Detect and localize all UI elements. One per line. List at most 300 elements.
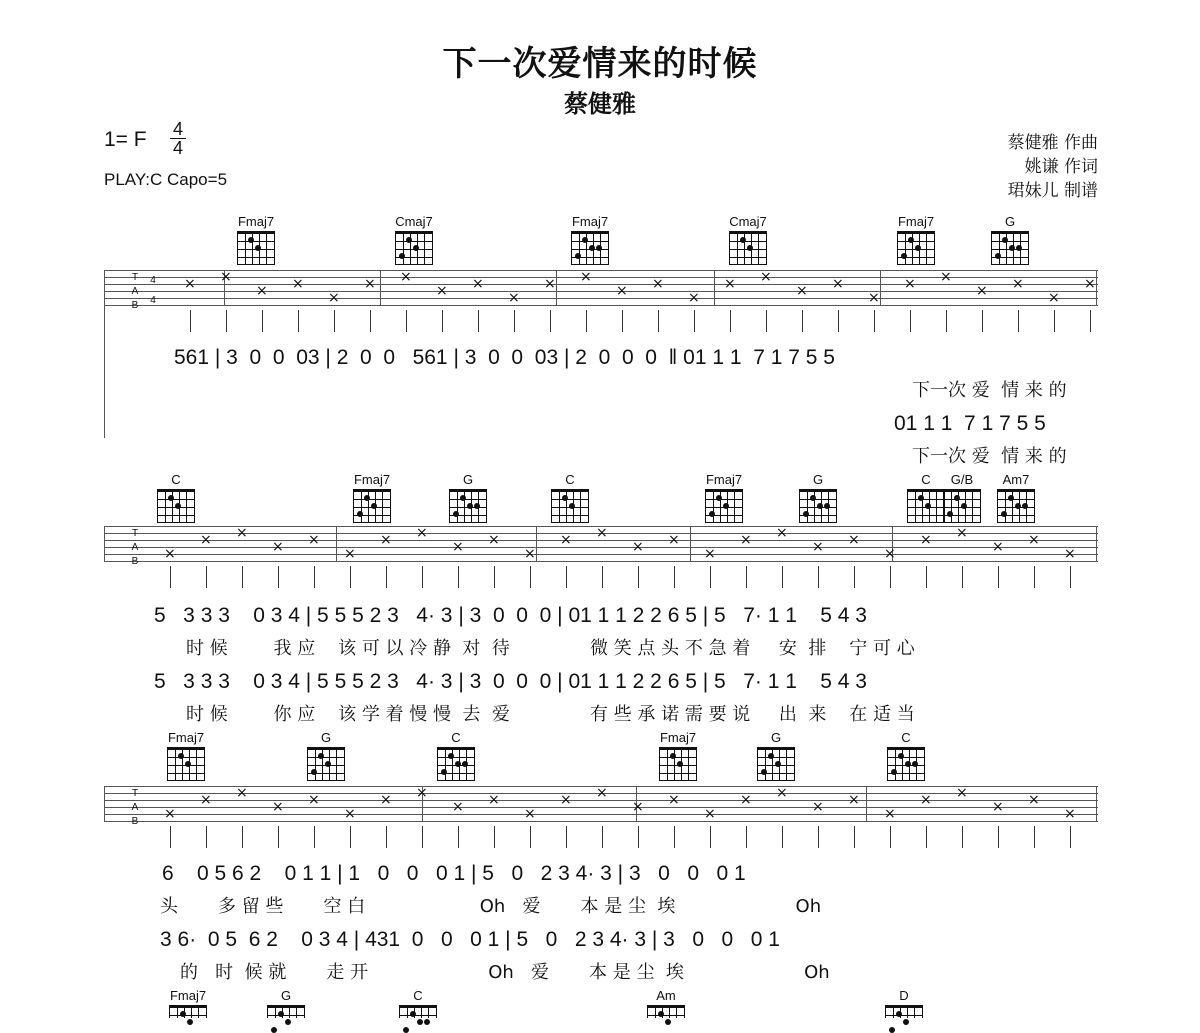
finger-dot bbox=[364, 495, 370, 501]
tab-x-mark: × bbox=[236, 785, 248, 801]
rhythm-stem bbox=[946, 310, 947, 332]
chord-diagram bbox=[395, 214, 444, 265]
finger-dot bbox=[589, 245, 595, 251]
numbered-notes-3b: 3 6· 0 5 6 2 0 3 4 | 431 0 0 0 1 | 5 0 2 3 4· 3 | 3 0 0 0 1 bbox=[160, 928, 780, 951]
tab-x-mark: × bbox=[364, 276, 376, 292]
finger-dot bbox=[582, 237, 588, 243]
finger-dot bbox=[891, 769, 897, 775]
barline bbox=[104, 786, 105, 822]
finger-dot bbox=[810, 495, 816, 501]
key-signature: 1= F bbox=[104, 128, 147, 151]
rhythm-stem bbox=[962, 566, 963, 588]
tab-x-mark: × bbox=[220, 269, 232, 285]
finger-dot bbox=[901, 253, 907, 259]
finger-dot bbox=[441, 769, 447, 775]
barline bbox=[866, 786, 867, 822]
chord-name: C bbox=[565, 472, 575, 487]
chord-name: Fmaj7 bbox=[353, 472, 391, 487]
chord-name: G bbox=[462, 472, 474, 487]
chord-grid bbox=[659, 747, 697, 781]
rhythm-stem bbox=[874, 310, 875, 332]
finger-dot bbox=[448, 753, 454, 759]
chord-name: Fmaj7 bbox=[897, 214, 935, 229]
finger-dot bbox=[761, 769, 767, 775]
chord-name: Fmaj7 bbox=[659, 730, 697, 745]
finger-dot bbox=[803, 511, 809, 517]
tab-x-mark: × bbox=[200, 792, 212, 808]
rhythm-stem bbox=[602, 826, 603, 848]
tab-x-mark: × bbox=[940, 269, 952, 285]
chord-diagram bbox=[451, 730, 486, 781]
chord-diagram bbox=[320, 730, 356, 781]
tab-x-mark: × bbox=[416, 785, 428, 801]
tab-time-bottom: 4 bbox=[150, 295, 156, 306]
finger-dot bbox=[406, 237, 412, 243]
play-capo: PLAY:C Capo=5 bbox=[104, 170, 228, 189]
chord-grid bbox=[647, 1005, 685, 1018]
finger-dot bbox=[255, 245, 261, 251]
chord-grid bbox=[571, 231, 609, 265]
finger-dot bbox=[896, 1011, 902, 1017]
tab-x-mark: × bbox=[920, 532, 932, 548]
tab-x-mark: × bbox=[920, 792, 932, 808]
tab-x-mark: × bbox=[544, 276, 556, 292]
chord-name: G/B bbox=[950, 472, 974, 487]
barline bbox=[556, 270, 557, 306]
tab-x-mark: × bbox=[992, 799, 1004, 815]
tab-x-mark: × bbox=[596, 525, 608, 541]
finger-dot bbox=[995, 253, 1001, 259]
numbered-notes-1b: 01 1 1 7 1 7 5 5 bbox=[894, 412, 1046, 435]
finger-dot bbox=[1022, 503, 1028, 509]
tab-x-mark: × bbox=[292, 276, 304, 292]
tab-x-mark: × bbox=[632, 799, 644, 815]
chord-name: Fmaj7 bbox=[167, 730, 205, 745]
tab-x-mark: × bbox=[776, 785, 788, 801]
barline bbox=[880, 270, 881, 306]
tab-letter-a: A bbox=[131, 286, 139, 297]
finger-dot bbox=[915, 245, 921, 251]
tab-x-mark: × bbox=[724, 276, 736, 292]
rhythm-stem bbox=[386, 566, 387, 588]
lyrics-1a: 下一次 爱 情 来 的 bbox=[912, 380, 1067, 401]
rhythm-stem bbox=[242, 826, 243, 848]
finger-dot bbox=[248, 237, 254, 243]
rhythm-stem bbox=[926, 566, 927, 588]
credit-lyricist: 姚谦 作词 bbox=[1024, 157, 1098, 177]
rhythm-stem bbox=[422, 826, 423, 848]
tab-x-mark: × bbox=[1084, 276, 1096, 292]
tab-x-mark: × bbox=[380, 532, 392, 548]
tab-x-mark: × bbox=[904, 276, 916, 292]
rhythm-stem bbox=[890, 826, 891, 848]
tab-x-mark: × bbox=[560, 532, 572, 548]
barline bbox=[104, 526, 105, 562]
rhythm-stem bbox=[370, 310, 371, 332]
barline bbox=[690, 526, 691, 562]
tab-x-mark: × bbox=[632, 539, 644, 555]
chord-diagram bbox=[462, 472, 498, 523]
tab-x-mark: × bbox=[436, 283, 448, 299]
chord-name: Cmaj7 bbox=[729, 214, 767, 229]
chord-diagram bbox=[171, 472, 206, 523]
chord-name: Fmaj7 bbox=[571, 214, 609, 229]
chord-diagram bbox=[413, 988, 448, 1018]
chord-name: D bbox=[899, 988, 909, 1003]
chord-diagram bbox=[901, 730, 936, 781]
rhythm-stem bbox=[854, 826, 855, 848]
tab-x-mark: × bbox=[668, 532, 680, 548]
rhythm-stem bbox=[242, 566, 243, 588]
rhythm-stem bbox=[494, 826, 495, 848]
chord-diagram bbox=[729, 214, 778, 265]
lyrics-3a: 头 多 留 些 空 白 Oh 爱 本 是 尘 埃 Oh bbox=[160, 896, 822, 917]
rhythm-stem bbox=[746, 826, 747, 848]
rhythm-stem bbox=[782, 826, 783, 848]
tab-x-mark: × bbox=[848, 792, 860, 808]
rhythm-stem bbox=[638, 826, 639, 848]
tab-x-mark: × bbox=[1028, 792, 1040, 808]
finger-dot bbox=[908, 237, 914, 243]
time-bottom: 4 bbox=[172, 138, 183, 158]
chord-grid bbox=[157, 489, 195, 523]
rhythm-stem bbox=[962, 826, 963, 848]
rhythm-stem bbox=[802, 310, 803, 332]
tab-x-mark: × bbox=[1064, 546, 1076, 562]
rhythm-stem bbox=[818, 826, 819, 848]
tab-x-mark: × bbox=[452, 539, 464, 555]
rhythm-stem bbox=[314, 566, 315, 588]
finger-dot bbox=[677, 761, 683, 767]
finger-dot bbox=[747, 245, 753, 251]
finger-dot bbox=[185, 761, 191, 767]
tab-x-mark: × bbox=[524, 806, 536, 822]
tab-letter-t: T bbox=[131, 788, 139, 799]
tab-x-mark: × bbox=[164, 806, 176, 822]
chord-diagram bbox=[167, 730, 216, 781]
chord-grid bbox=[943, 489, 981, 523]
chord-grid bbox=[169, 1005, 207, 1018]
tab-letter-b: B bbox=[131, 816, 139, 827]
finger-dot bbox=[1009, 245, 1015, 251]
barline bbox=[336, 526, 337, 562]
credit-composer: 蔡健雅 作曲 bbox=[1007, 133, 1098, 153]
rhythm-stem bbox=[334, 310, 335, 332]
lyrics-2b: 时 候 你 应 该 学 着 慢 慢 去 爱 有 些 承 诺 需 要 说 出 来 在 适 当 bbox=[186, 704, 915, 725]
tab-letter-t: T bbox=[131, 272, 139, 283]
finger-dot bbox=[569, 503, 575, 509]
tab-x-mark: × bbox=[184, 276, 196, 292]
finger-dot bbox=[658, 1011, 664, 1017]
chord-name: C bbox=[413, 988, 423, 1003]
rhythm-stem bbox=[782, 566, 783, 588]
chord-grid bbox=[353, 489, 391, 523]
chord-name: Am bbox=[656, 988, 676, 1003]
rhythm-stem bbox=[262, 310, 263, 332]
chord-grid bbox=[997, 489, 1035, 523]
finger-dot bbox=[889, 1027, 895, 1033]
tab-x-mark: × bbox=[344, 806, 356, 822]
rhythm-stem bbox=[278, 566, 279, 588]
tab-letter-t: T bbox=[131, 528, 139, 539]
finger-dot bbox=[357, 511, 363, 517]
finger-dot bbox=[371, 503, 377, 509]
chord-name: Fmaj7 bbox=[169, 988, 207, 1003]
finger-dot bbox=[311, 769, 317, 775]
barline bbox=[1096, 270, 1097, 306]
finger-dot bbox=[670, 753, 676, 759]
chord-name: C bbox=[901, 730, 911, 745]
tab-x-mark: × bbox=[1028, 532, 1040, 548]
finger-dot bbox=[424, 1019, 430, 1025]
rhythm-stem bbox=[278, 826, 279, 848]
finger-dot bbox=[1015, 503, 1021, 509]
finger-dot bbox=[460, 495, 466, 501]
rhythm-stem bbox=[998, 566, 999, 588]
finger-dot bbox=[180, 1011, 186, 1017]
tab-x-mark: × bbox=[308, 792, 320, 808]
tab-x-mark: × bbox=[652, 276, 664, 292]
chord-grid bbox=[399, 1005, 437, 1018]
tab-x-mark: × bbox=[1048, 290, 1060, 306]
finger-dot bbox=[918, 495, 924, 501]
credit-transcriber: 珺妹儿 制谱 bbox=[1007, 181, 1098, 201]
chord-diagram bbox=[656, 988, 696, 1018]
tab-x-mark: × bbox=[956, 525, 968, 541]
chord-name: Cmaj7 bbox=[395, 214, 433, 229]
rhythm-stem bbox=[602, 566, 603, 588]
finger-dot bbox=[462, 761, 468, 767]
tab-x-mark: × bbox=[472, 276, 484, 292]
finger-dot bbox=[575, 253, 581, 259]
rhythm-stem bbox=[226, 310, 227, 332]
finger-dot bbox=[961, 503, 967, 509]
rhythm-stem bbox=[494, 566, 495, 588]
rhythm-stem bbox=[838, 310, 839, 332]
finger-dot bbox=[775, 761, 781, 767]
tab-x-mark: × bbox=[560, 792, 572, 808]
chord-diagram bbox=[897, 214, 946, 265]
numbered-notes-2a: 5 3 3 3 0 3 4 | 5 5 5 2 3 4· 3 | 3 0 0 0 | 01 1 1 2 2 6 5 | 5 7· 1 1 5 4 3 bbox=[154, 604, 867, 627]
chord-diagram bbox=[565, 472, 600, 523]
barline bbox=[536, 526, 537, 562]
finger-dot bbox=[453, 511, 459, 517]
tab-x-mark: × bbox=[812, 799, 824, 815]
tab-x-mark: × bbox=[760, 269, 772, 285]
finger-dot bbox=[954, 495, 960, 501]
chord-grid bbox=[799, 489, 837, 523]
rhythm-stem bbox=[1034, 826, 1035, 848]
tab-letter-a: A bbox=[131, 802, 139, 813]
chord-diagram bbox=[770, 730, 806, 781]
finger-dot bbox=[410, 1011, 416, 1017]
finger-dot bbox=[285, 1019, 291, 1025]
chord-name: Am7 bbox=[1002, 472, 1030, 487]
tab-x-mark: × bbox=[616, 283, 628, 299]
chord-name: G bbox=[770, 730, 782, 745]
tab-x-mark: × bbox=[256, 283, 268, 299]
finger-dot bbox=[716, 495, 722, 501]
chord-grid bbox=[395, 231, 433, 265]
numbered-notes-1a: 561 | 3 0 0 03 | 2 0 0 561 | 3 0 0 03 | 2 0 0 0 ‖ 01 1 1 7 1 7 5 5 bbox=[174, 346, 835, 369]
chord-grid bbox=[991, 231, 1029, 265]
tab-x-mark: × bbox=[236, 525, 248, 541]
tab-x-mark: × bbox=[884, 806, 896, 822]
rhythm-stem bbox=[694, 310, 695, 332]
tab-x-mark: × bbox=[452, 799, 464, 815]
tab-x-mark: × bbox=[200, 532, 212, 548]
numbered-notes-3a: 6 0 5 6 2 0 1 1 | 1 0 0 0 1 | 5 0 2 3 4· 3 | 3 0 0 0 1 bbox=[162, 862, 746, 885]
tab-x-mark: × bbox=[740, 532, 752, 548]
rhythm-stem bbox=[1070, 826, 1071, 848]
tab-x-mark: × bbox=[488, 792, 500, 808]
tab-time-top: 4 bbox=[150, 275, 156, 286]
finger-dot bbox=[768, 753, 774, 759]
tab-x-mark: × bbox=[704, 806, 716, 822]
chord-diagram bbox=[169, 988, 218, 1018]
barline bbox=[1096, 526, 1097, 562]
rhythm-stem bbox=[550, 310, 551, 332]
rhythm-stem bbox=[170, 566, 171, 588]
finger-dot bbox=[817, 503, 823, 509]
finger-dot bbox=[740, 237, 746, 243]
rhythm-stem bbox=[458, 566, 459, 588]
chord-diagram bbox=[659, 730, 708, 781]
rhythm-stem bbox=[530, 826, 531, 848]
tab-x-mark: × bbox=[992, 539, 1004, 555]
finger-dot bbox=[596, 245, 602, 251]
rhythm-stem bbox=[406, 310, 407, 332]
rhythm-stem bbox=[458, 826, 459, 848]
rhythm-stem bbox=[674, 826, 675, 848]
tab-x-mark: × bbox=[1012, 276, 1024, 292]
finger-dot bbox=[271, 1027, 277, 1033]
chord-name: C bbox=[171, 472, 181, 487]
rhythm-stem bbox=[854, 566, 855, 588]
rhythm-stem bbox=[206, 566, 207, 588]
finger-dot bbox=[455, 761, 461, 767]
rhythm-stem bbox=[350, 566, 351, 588]
tab-x-mark: × bbox=[704, 546, 716, 562]
chord-grid bbox=[167, 747, 205, 781]
finger-dot bbox=[898, 753, 904, 759]
chord-diagram bbox=[705, 472, 754, 523]
finger-dot bbox=[318, 753, 324, 759]
finger-dot bbox=[947, 511, 953, 517]
tab-x-mark: × bbox=[868, 290, 880, 306]
chord-diagram bbox=[571, 214, 620, 265]
chord-diagram bbox=[353, 472, 402, 523]
tab-x-mark: × bbox=[1064, 806, 1076, 822]
rhythm-stem bbox=[710, 566, 711, 588]
time-signature bbox=[170, 120, 186, 157]
finger-dot bbox=[1001, 511, 1007, 517]
rhythm-stem bbox=[442, 310, 443, 332]
tab-x-mark: × bbox=[524, 546, 536, 562]
chord-grid bbox=[757, 747, 795, 781]
finger-dot bbox=[723, 503, 729, 509]
rhythm-stem bbox=[818, 566, 819, 588]
rhythm-stem bbox=[1018, 310, 1019, 332]
chord-diagram bbox=[1002, 472, 1046, 523]
rhythm-stem bbox=[746, 566, 747, 588]
rhythm-stem bbox=[730, 310, 731, 332]
tab-letter-b: B bbox=[131, 556, 139, 567]
finger-dot bbox=[1016, 245, 1022, 251]
rhythm-stem bbox=[514, 310, 515, 332]
chord-grid bbox=[885, 1005, 923, 1018]
chord-diagram bbox=[237, 214, 286, 265]
finger-dot bbox=[178, 753, 184, 759]
tab-x-mark: × bbox=[400, 269, 412, 285]
finger-dot bbox=[399, 253, 405, 259]
rhythm-stem bbox=[386, 826, 387, 848]
finger-dot bbox=[413, 245, 419, 251]
rhythm-stem bbox=[530, 566, 531, 588]
chord-diagram bbox=[812, 472, 848, 523]
lyrics-3b: 的 时 候 就 走 开 Oh 爱 本 是 尘 埃 Oh bbox=[180, 962, 830, 983]
finger-dot bbox=[168, 495, 174, 501]
rhythm-stem bbox=[1090, 310, 1091, 332]
tab-x-mark: × bbox=[848, 532, 860, 548]
rhythm-stem bbox=[982, 310, 983, 332]
song-title: 下一次爱情来的时候 bbox=[442, 44, 758, 84]
chord-diagram bbox=[280, 988, 316, 1018]
tab-x-mark: × bbox=[272, 539, 284, 555]
tab-x-mark: × bbox=[976, 283, 988, 299]
tab-x-mark: × bbox=[344, 546, 356, 562]
rhythm-stem bbox=[206, 826, 207, 848]
chord-grid bbox=[267, 1005, 305, 1018]
tab-x-mark: × bbox=[796, 283, 808, 299]
rhythm-stem bbox=[298, 310, 299, 332]
finger-dot bbox=[278, 1011, 284, 1017]
tab-letter-a: A bbox=[131, 542, 139, 553]
chord-grid bbox=[729, 231, 767, 265]
rhythm-stem bbox=[350, 826, 351, 848]
chord-grid bbox=[449, 489, 487, 523]
finger-dot bbox=[467, 503, 473, 509]
finger-dot bbox=[824, 503, 830, 509]
chord-grid bbox=[907, 489, 945, 523]
rhythm-stem bbox=[314, 826, 315, 848]
finger-dot bbox=[665, 1019, 671, 1025]
finger-dot bbox=[925, 503, 931, 509]
rhythm-stem bbox=[674, 566, 675, 588]
chord-name: G bbox=[1004, 214, 1016, 229]
chord-grid bbox=[887, 747, 925, 781]
rhythm-stem bbox=[910, 310, 911, 332]
chord-name: C bbox=[921, 472, 931, 487]
rhythm-stem bbox=[566, 826, 567, 848]
finger-dot bbox=[912, 761, 918, 767]
rhythm-stem bbox=[998, 826, 999, 848]
barline bbox=[714, 270, 715, 306]
tab-x-mark: × bbox=[812, 539, 824, 555]
chord-name: G bbox=[280, 988, 292, 1003]
chord-grid bbox=[897, 231, 935, 265]
tab-x-mark: × bbox=[416, 525, 428, 541]
rhythm-stem bbox=[890, 566, 891, 588]
tab-x-mark: × bbox=[328, 290, 340, 306]
lyrics-1b: 下一次 爱 情 来 的 bbox=[912, 446, 1067, 467]
numbered-notes-2b: 5 3 3 3 0 3 4 | 5 5 5 2 3 4· 3 | 3 0 0 0 | 01 1 1 2 2 6 5 | 5 7· 1 1 5 4 3 bbox=[154, 670, 867, 693]
rhythm-stem bbox=[190, 310, 191, 332]
rhythm-stem bbox=[658, 310, 659, 332]
chord-name: G bbox=[320, 730, 332, 745]
tab-x-mark: × bbox=[164, 546, 176, 562]
tab-x-mark: × bbox=[956, 785, 968, 801]
